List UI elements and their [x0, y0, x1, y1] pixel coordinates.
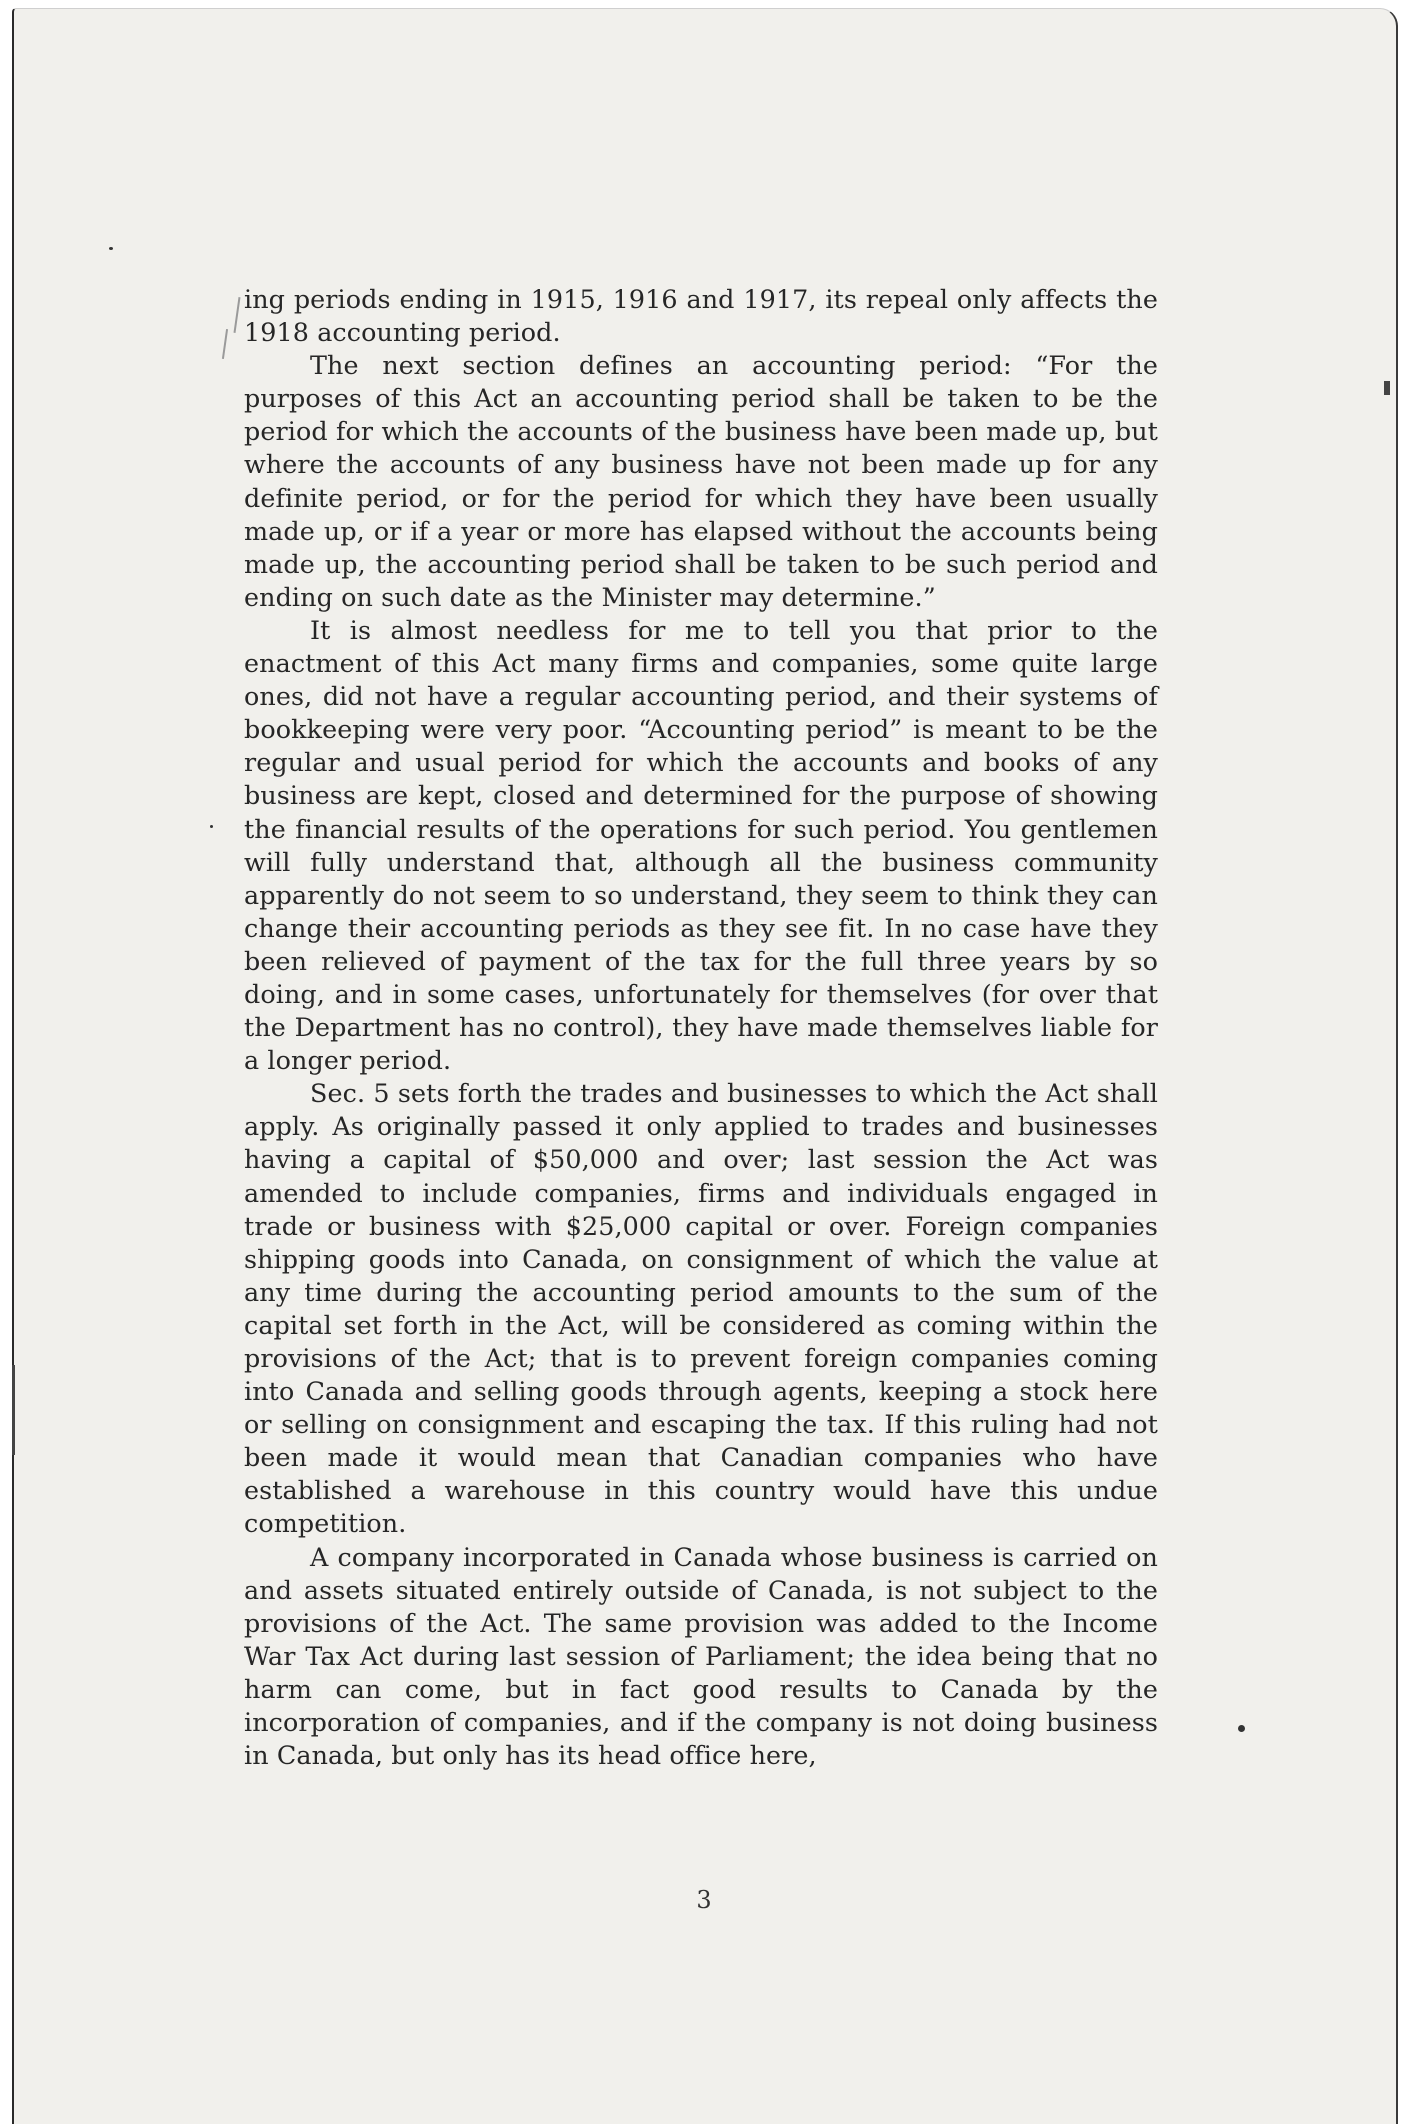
- binding-edge-mark: [1384, 381, 1390, 395]
- binding-edge-mark: [12, 1365, 15, 1455]
- paragraph-foreign-operations: A company incorporated in Canada whose business is carried on and assets situated entirely outside of Canada, is not subject to the provisions of the Act. The same provision was added to the Income War Tax Act during last session of Parliament; the idea being that no harm can come, but in fact good results to Canada by the incorporation of companies, and if the company is not doing business in Canada, but only has its head office here,: [244, 1541, 1158, 1771]
- margin-pencil-mark: [222, 329, 228, 359]
- body-text: [244, 283, 1158, 1772]
- margin-pencil-mark: [234, 297, 241, 333]
- dust-speck: [109, 247, 113, 250]
- page-number: 3: [696, 1886, 712, 1914]
- dust-speck: [1238, 1725, 1245, 1732]
- paragraph-continuation: ing periods ending in 1915, 1916 and 1917, its repeal only affects the 1918 accounting period.: [244, 284, 1158, 348]
- dust-speck: [210, 825, 213, 828]
- paragraph-accounting-period-definition: The next section defines an accounting period: “For the purposes of this Act an accounting period shall be taken to be the period for which the accounts of the business have been made up, but where the accounts of any business have not been made up for any definite period, or for the period for which they have been usually made up, or if a year or more has elapsed without the accounts being made up, the accounting period shall be taken to be such period and ending on such date as the Minister may determine.”: [244, 350, 1158, 612]
- paragraph-accounting-period-practice: It is almost needless for me to tell you that prior to the enactment of this Act many firms and companies, some quite large ones, did not have a regular accounting period, and their systems of bookkeeping were very poor. “Accounting period” is meant to be the regular and usual period for which the accounts and books of any business are kept, closed and determined for the purpose of showing the financial results of the operations for such period. You gentlemen will fully understand that, although all the business community apparently do not seem to so understand, they seem to think they can change their accounting periods as they see fit. In no case have they been relieved of payment of the tax for the full three years by so doing, and in some cases, unfortunately for themselves (for over that the Department has no control), they have made themselves liable for a longer period.: [244, 614, 1158, 1076]
- paragraph-section-5: Sec. 5 sets forth the trades and businesses to which the Act shall apply. As originally passed it only applied to trades and businesses having a capital of $50,000 and over; last session the Act was amended to include companies, firms and individuals engaged in trade or business with $25,000 capital or over. Foreign companies shipping goods into Canada, on consignment of which the value at any time during the accounting period amounts to the sum of the capital set forth in the Act, will be considered as coming within the provisions of the Act; that is to prevent foreign companies coming into Canada and selling goods through agents, keeping a stock here or selling on consignment and escaping the tax. If this ruling had not been made it would mean that Canadian companies who have established a warehouse in this country would have this undue competition.: [244, 1078, 1158, 1539]
